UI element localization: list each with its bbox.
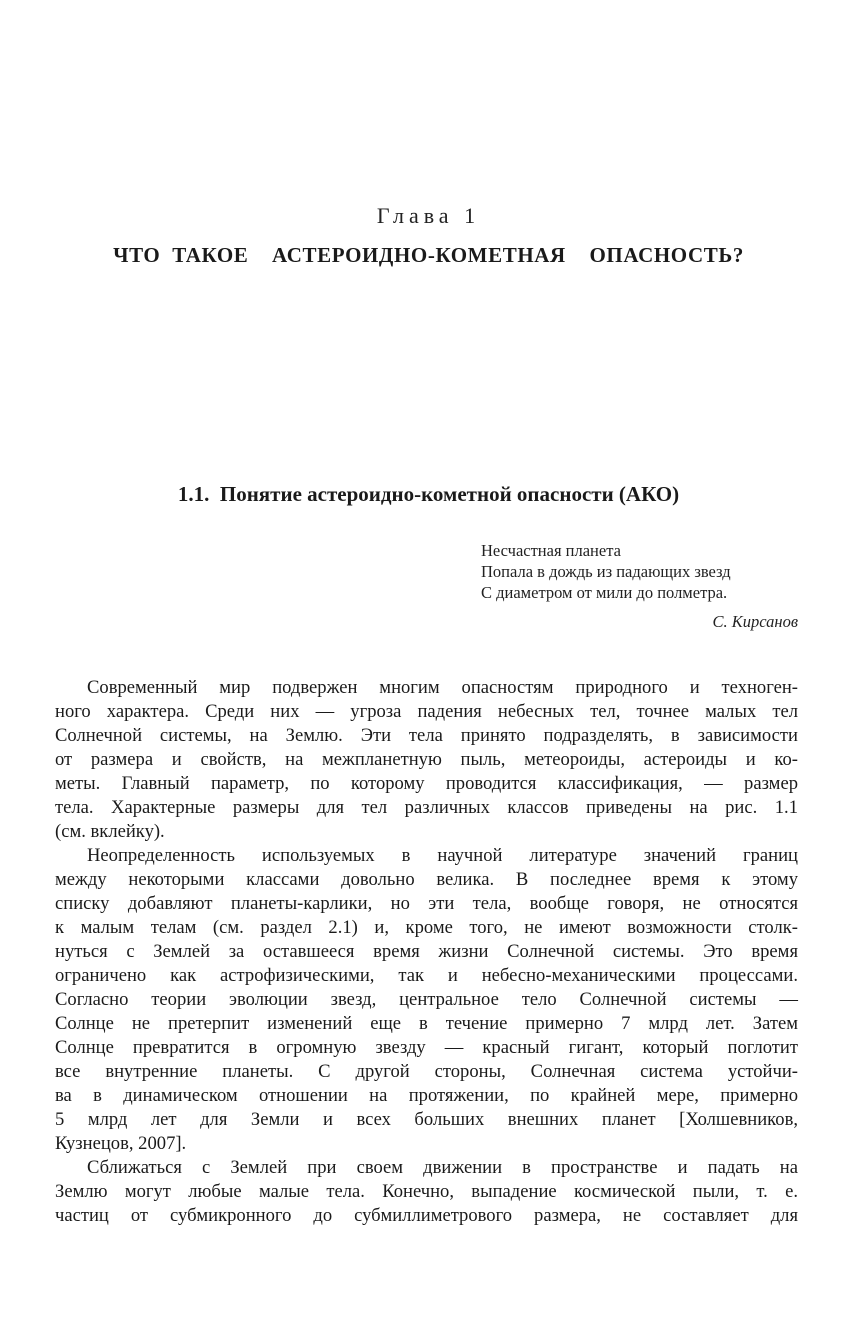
text-line: Землю могут любые малые тела. Конечно, выпадение космической пыли, т. е. [55, 1181, 798, 1202]
text-line: Согласно теории эволюции звезд, центральное тело Солнечной системы — [55, 989, 798, 1010]
text-line: Солнце не претерпит изменений еще в течение примерно 7 млрд лет. Затем [55, 1013, 798, 1034]
text-line: списку добавляют планеты-карлики, но эти тела, вообще говоря, не относятся [55, 893, 798, 914]
text-line: все внутренние планеты. С другой стороны, Солнечная система устойчи- [55, 1061, 798, 1082]
text-line: Кузнецов, 2007]. [55, 1133, 187, 1154]
text-line: Солнечной системы, на Землю. Эти тела принято подразделять, в зависимости [55, 725, 798, 746]
text-line: Сближаться с Землей при своем движении в пространстве и падать на [87, 1157, 798, 1178]
epigraph [481, 540, 801, 603]
text-line: к малым телам (см. раздел 2.1) и, кроме того, не имеют возможности столк- [55, 917, 798, 938]
body-text [55, 676, 798, 1228]
paragraph-2 [55, 844, 798, 1156]
paragraph-3 [55, 1156, 798, 1228]
section-title: 1.1. Понятие астероидно-кометной опасности (АКО) [177, 482, 680, 506]
text-line: ограничено как астрофизическими, так и небесно-механическими процессами. [55, 965, 798, 986]
text-line: от размера и свойств, на межпланетную пыль, метеороиды, астероиды и ко- [55, 749, 798, 770]
epigraph-line: С диаметром от мили до полметра. [481, 583, 728, 602]
paragraph-1 [55, 676, 798, 844]
epigraph-line: Попала в дождь из падающих звезд [481, 562, 731, 581]
text-line: меты. Главный параметр, по которому проводится классификация, — размер [55, 773, 798, 794]
text-line: частиц от субмикронного до субмиллиметрового размера, не составляет для [55, 1205, 798, 1226]
chapter-label: Глава 1 [376, 203, 481, 228]
text-line: (см. вклейку). [55, 821, 165, 842]
text-line: Солнце превратится в огромную звезду — красный гигант, который поглотит [55, 1037, 798, 1058]
text-line: 5 млрд лет для Земли и всех больших внешних планет [Холшевников, [55, 1109, 798, 1130]
epigraph-author: С. Кирсанов [712, 612, 798, 631]
text-line: Современный мир подвержен многим опасностям природного и техноген- [87, 677, 798, 698]
text-line: ного характера. Среди них — угроза падения небесных тел, точнее малых тел [55, 701, 798, 722]
text-line: тела. Характерные размеры для тел различных классов приведены на рис. 1.1 [55, 797, 798, 818]
text-line: нуться с Землей за оставшееся время жизни Солнечной системы. Это время [55, 941, 798, 962]
epigraph-line: Несчастная планета [481, 541, 621, 560]
chapter-title: ЧТО ТАКОЕ АСТЕРОИДНО-КОМЕТНАЯ ОПАСНОСТЬ? [113, 243, 744, 267]
text-line: ва в динамическом отношении на протяжении, по крайней мере, примерно [55, 1085, 798, 1106]
text-line: Неопределенность используемых в научной литературе значений границ [87, 845, 798, 866]
text-line: между некоторыми классами довольно велика. В последнее время к этому [55, 869, 798, 890]
